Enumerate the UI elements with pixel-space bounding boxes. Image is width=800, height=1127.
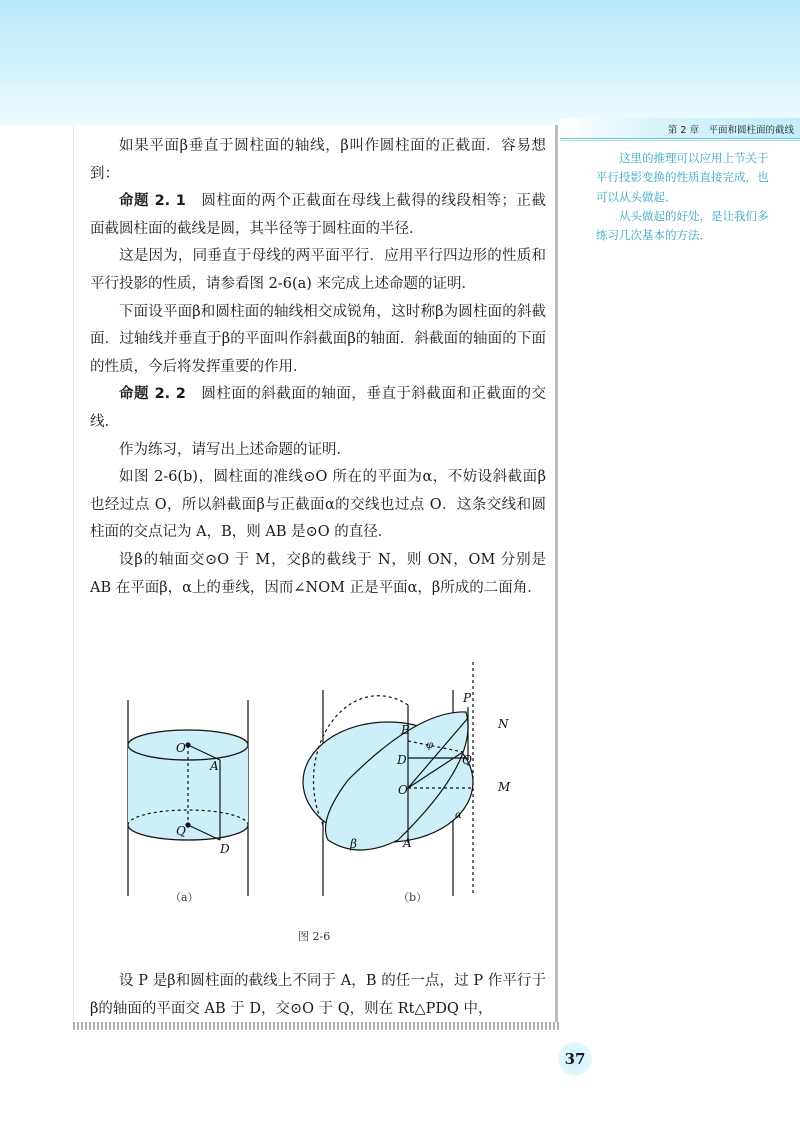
paragraph: 这是因为，同垂直于母线的两平面平行．应用平行四边形的性质和平行投影的性质，请参看图 2-6(a) 来完成上述命题的证明． (90, 248, 546, 292)
panel-bottom-strip (73, 1022, 561, 1030)
label-a-D: D (220, 842, 230, 856)
figure-b-oblique-section (303, 662, 473, 896)
label-a-Q: Q (176, 824, 186, 838)
chapter-title: 第 2 章 平面和圆柱面的截线 (667, 125, 794, 136)
label-b-M: M (498, 780, 511, 794)
prop-text: 圆柱面的两个正截面在母线上截得的线段相等；正截面截圆柱面的截线是圆，其半径等于圆柱面的半径． (90, 193, 546, 237)
margin-note (596, 149, 771, 245)
label-b-phi: φ (426, 740, 434, 751)
subcaption-a: （a） (170, 891, 199, 904)
main-body-continued (90, 968, 546, 1023)
prop-label: 命题 2. 1 (119, 193, 186, 210)
label-b-A: A (403, 836, 412, 850)
label-b-D: D (397, 753, 407, 767)
top-color-band (0, 0, 800, 125)
prop-label: 命题 2. 2 (119, 386, 186, 403)
label-a-A: A (210, 759, 219, 773)
label-b-N: N (498, 717, 509, 731)
label-b-O: O (398, 783, 408, 797)
paragraph: 设β的轴面交⊙O 于 M，交β的截线于 N，则 ON，OM 分别是 AB 在平面β，α上的垂线，因而∠NOM 正是平面α，β所成的二面角． (90, 551, 546, 596)
label-b-Q: Q (462, 753, 472, 767)
margin-note-2: 从头做起的好处，是让我们多练习几次基本的方法． (596, 208, 769, 243)
figure-caption: 图 2-6 (298, 930, 331, 943)
figure-a-cylinder (128, 700, 248, 896)
chapter-header-rule (560, 140, 800, 145)
subcaption-b: （b） (398, 891, 428, 904)
proposition-2-2 (90, 381, 546, 436)
page-number: 37 (558, 1042, 592, 1076)
label-a-O: O (176, 741, 186, 755)
margin-note-1: 这里的推理可以应用上节关于平行投影变换的性质直接完成，也可以从头做起． (596, 151, 769, 204)
label-b-B: B (401, 723, 410, 737)
label-b-P: P (463, 691, 472, 705)
main-body (90, 133, 546, 602)
paragraph: 如果平面β垂直于圆柱面的轴线，β叫作圆柱面的正截面．容易想到： (90, 138, 546, 182)
paragraph: 作为练习，请写出上述命题的证明． (119, 441, 351, 458)
prop-text: 圆柱面的斜截面的轴面，垂直于斜截面和正截面的交线． (90, 386, 546, 430)
label-b-beta: β (350, 837, 357, 851)
label-b-alpha: α (455, 810, 462, 821)
paragraph: 下面设平面β和圆柱面的轴线相交成锐角，这时称β为圆柱面的斜截面．过轴线并垂直于β的平面叫作斜截面β的轴面．斜截面的轴面的下面的性质，今后将发挥重要的作用． (90, 303, 546, 375)
paragraph: 设 P 是β和圆柱面的截线上不同于 A，B 的任一点，过 P 作平行于β的轴面的平面交 AB 于 D，交⊙O 于 Q，则在 Rt△PDQ 中， (90, 973, 546, 1017)
figure-2-6 (118, 660, 518, 915)
proposition-2-1 (90, 188, 546, 243)
paragraph: 如图 2-6(b)，圆柱面的准线⊙O 所在的平面为α，不妨设斜截面β也经过点 O，所以斜截面β与正截面α的交线也过点 O．这条交线和圆柱面的交点记为 A，B，则 AB 是⊙O 的直径． (90, 469, 546, 541)
